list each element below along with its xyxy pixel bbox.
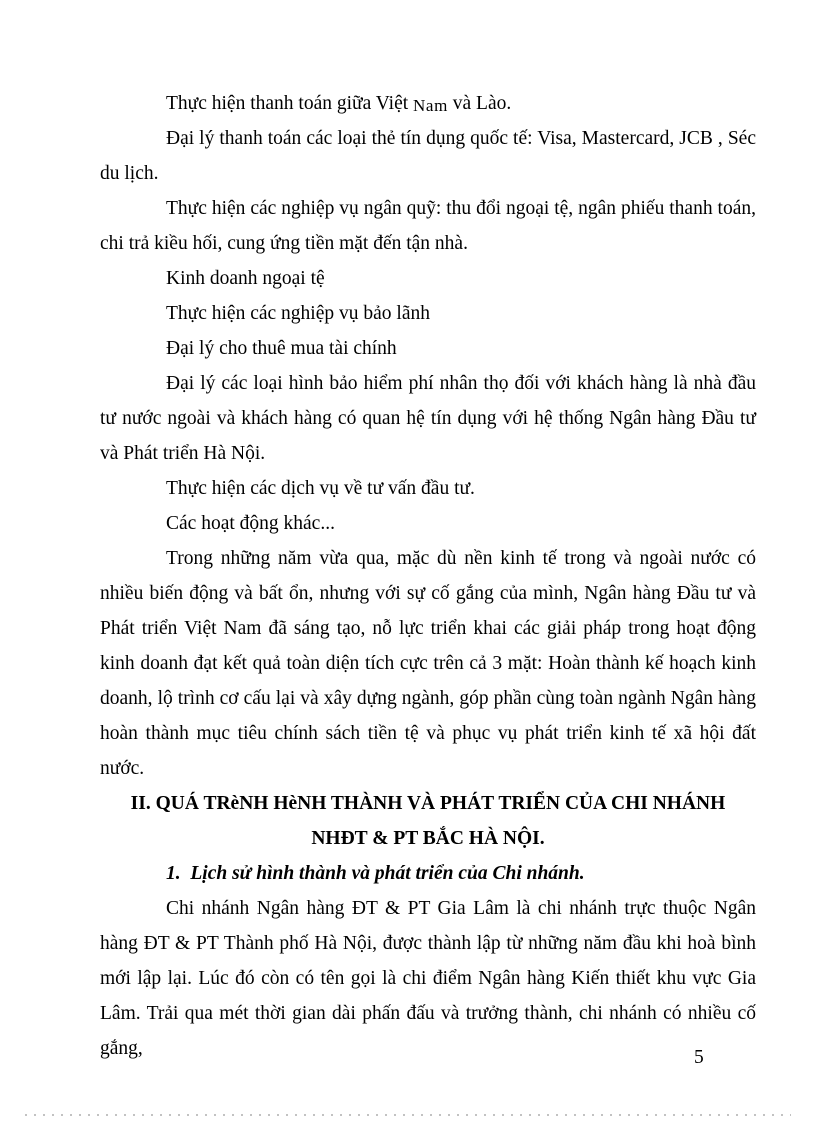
page-number: 5: [694, 1047, 704, 1068]
page-bottom-boundary-dotted-line: [25, 1114, 791, 1116]
para-nghiep-vu-bao-lanh: Thực hiện các nghiệp vụ bảo lãnh: [166, 303, 430, 324]
para-hoat-dong-khac: Các hoạt động khác...: [166, 513, 335, 534]
document-body: [100, 86, 756, 1066]
para-tu-van-dau-tu: Thực hiện các dịch vụ về tư vấn đầu tư.: [166, 478, 475, 499]
para-chi-nhanh-gia-lam: Chi nhánh Ngân hàng ĐT & PT Gia Lâm là chi nhánh trực thuộc Ngân hàng ĐT & PT Thành phố Hà Nội, được thành lập từ những năm đầu khi hoà bình mới lập lại. Lúc đó còn có tên gọi là chi điểm Ngân hàng Kiến thiết khu vực Gia Lâm. Trải qua mét thời gian dài phấn đấu và trưởng thành, chi nhánh có nhiều cố gắng,: [100, 898, 756, 1059]
para-trong-nhung-nam-vua-qua: Trong những năm vừa qua, mặc dù nền kinh tế trong và ngoài nước có nhiều biến động và bất ổn, nhưng với sự cố gắng của mình, Ngân hàng Đầu tư và Phát triển Việt Nam đã sáng tạo, nỗ lực triển khai các giải pháp trong hoạt động kinh doanh đạt kết quả toàn diện tích cực trên cả 3 mặt: Hoàn thành kế hoạch kinh doanh, lộ trình cơ cấu lại và xây dựng ngành, góp phần cùng toàn ngành Ngân hàng hoàn thành mục tiêu chính sách tiền tệ và phục vụ phát triển kinh tế xã hội đất nước.: [100, 548, 756, 779]
subheading-lich-su-hinh-thanh: 1. Lịch sử hình thành và phát triển của Chi nhánh.: [166, 863, 585, 884]
para-bao-hiem-nhan-tho: Đại lý các loại hình bảo hiểm phí nhân thọ đối với khách hàng là nhà đầu tư nước ngoài và khách hàng có quan hệ tín dụng với hệ thống Ngân hàng Đầu tư và Phát triển Hà Nội.: [100, 373, 756, 464]
para-thanh-toan-viet-lao: [100, 86, 756, 121]
text-run: và Lào.: [447, 93, 512, 114]
text-run: Thực hiện thanh toán giữa Việt: [166, 93, 414, 114]
text-run-font-substituted: Nam: [413, 96, 448, 115]
para-nghiep-vu-ngan-quy: Thực hiện các nghiệp vụ ngân quỹ: thu đổi ngoại tệ, ngân phiếu thanh toán, chi trả kiều hối, cung ứng tiền mặt đến tận nhà.: [100, 198, 756, 254]
para-dai-ly-the-tin-dung: Đại lý thanh toán các loại thẻ tín dụng quốc tế: Visa, Mastercard, JCB , Séc du lịch.: [100, 128, 756, 184]
para-thue-mua-tai-chinh: Đại lý cho thuê mua tài chính: [166, 338, 397, 359]
para-kinh-doanh-ngoai-te: Kinh doanh ngoại tệ: [166, 268, 325, 289]
text-run: NHĐT & PT BẮC HÀ NỘI.: [311, 828, 545, 849]
heading-section-ii: [100, 786, 756, 856]
text-run: II. QUÁ TRèNH HèNH THÀNH VÀ PHÁT TRIỂN CỦA CHI NHÁNH: [130, 793, 726, 814]
